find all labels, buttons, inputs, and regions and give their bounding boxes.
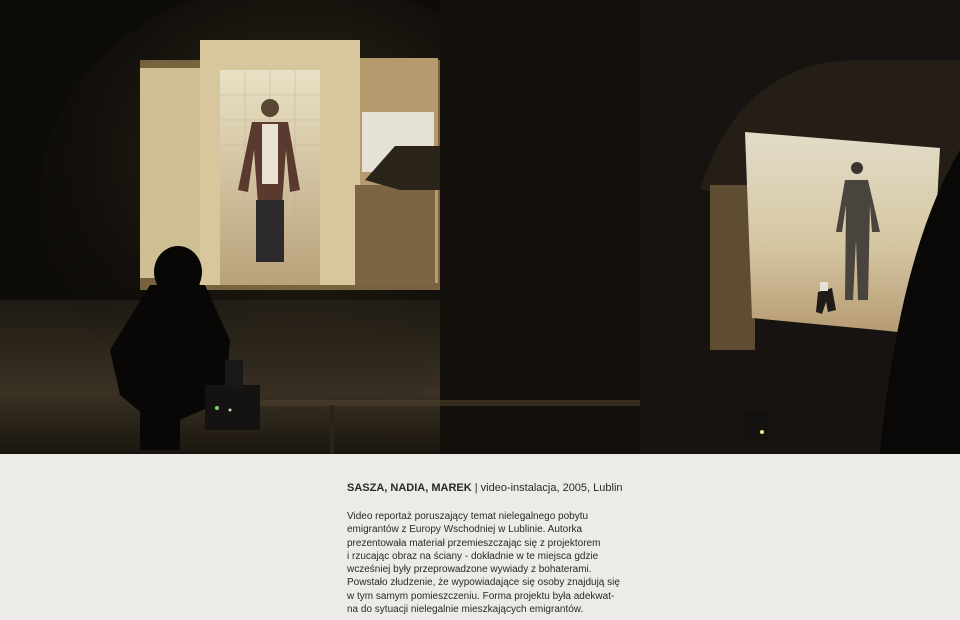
caption-line: i rzucając obraz na ściany - dokładnie w te miejsca gdzie <box>347 550 599 562</box>
caption-title: SASZA, NADIA, MAREK <box>347 482 472 494</box>
caption-line: na do sytuacji nielegalnie mieszkających emigrantów. <box>347 604 584 616</box>
caption-line: wcześniej były przeprowadzone wywiady z bohaterami. <box>347 564 592 576</box>
caption-subtitle: | video-instalacja, 2005, Lublin <box>471 482 623 494</box>
caption-line: Video reportaż poruszający temat nielegalnego pobytu <box>347 511 589 522</box>
caption-body <box>347 510 637 616</box>
caption-line: Powstało złudzenie, że wypowiadające się osoby znajdują się <box>347 577 620 589</box>
caption-title-line <box>347 480 637 496</box>
caption <box>347 480 637 616</box>
caption-line: w tym samym pomieszczeniu. Forma projektu była adekwat- <box>347 590 615 602</box>
caption-line: prezentowała materiał przemieszczając się z projektorem <box>347 537 601 549</box>
caption-line: emigrantów z Europy Wschodniej w Lublinie. Autorka <box>347 524 583 536</box>
